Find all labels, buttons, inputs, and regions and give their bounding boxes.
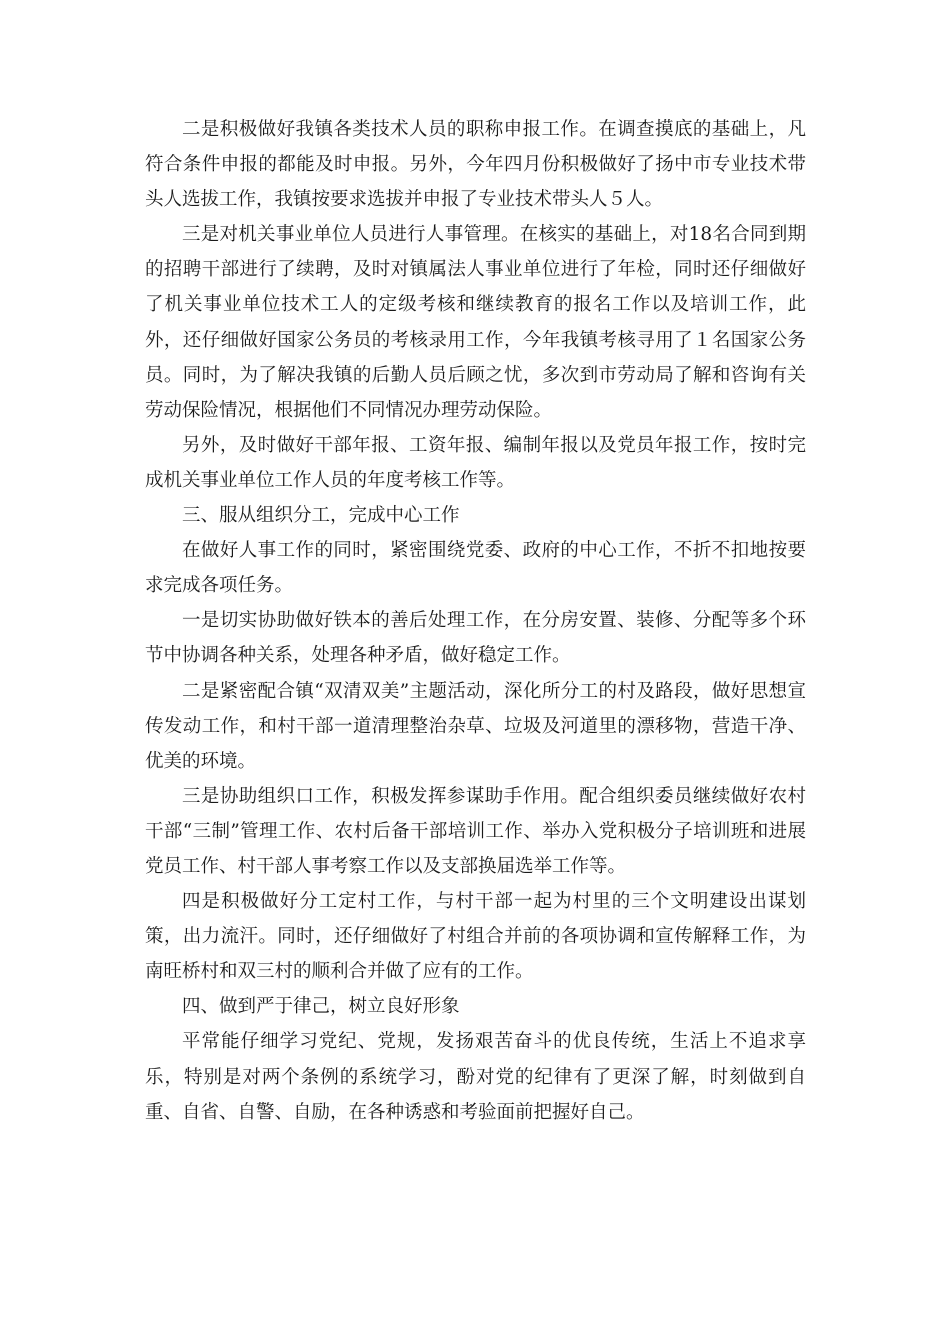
paragraph-tech-title-declaration: 二是积极做好我镇各类技术人员的职称申报工作。在调查摸底的基础上，凡符合条件申报的都能及时申报。另外，今年四月份积极做好了扬中市专业技术带头人选拔工作，我镇按要求选拔并申报了专业技术带头人５人。 (145, 119, 806, 211)
section-heading-three: 三、服从组织分工，完成中心工作 (182, 505, 460, 527)
paragraph-personnel-management: 三是对机关事业单位人员进行人事管理。在核实的基础上，对18名合同到期的招聘干部进行了续聘，及时对镇属法人事业单位进行了年检，同时还仔细做好了机关事业单位技术工人的定级考核和继续教育的报名工作以及培训工作，此外，还仔细做好国家公务员的考核录用工作，今年我镇考核寻用了１名国家公务员。同时，为了解决我镇的后勤人员后顾之忧，多次到市劳动局了解和咨询有关劳动保险情况，根据他们不同情况办理劳动保险。 (145, 224, 806, 421)
paragraph-organization-assist: 三是协助组织口工作，积极发挥参谋助手作用。配合组织委员继续做好农村干部“三制”管理工作、农村后备干部培训工作、举办入党积极分子培训班和进展党员工作、村干部人事考察工作以及支部换届选举工作等。 (145, 785, 806, 877)
section-heading-four: 四、做到严于律己，树立良好形象 (182, 996, 460, 1018)
paragraph-annual-reports: 另外，及时做好干部年报、工资年报、编制年报以及党员年报工作，按时完成机关事业单位工作人员的年度考核工作等。 (145, 434, 806, 491)
paragraph-tieben-aftermath: 一是切实协助做好铁本的善后处理工作，在分房安置、装修、分配等多个环节中协调各种关系，处理各种矛盾，做好稳定工作。 (145, 610, 806, 667)
paragraph-central-work-intro: 在做好人事工作的同时，紧密围绕党委、政府的中心工作，不折不扣地按要求完成各项任务。 (145, 540, 806, 597)
paragraph-village-assignment: 四是积极做好分工定村工作，与村干部一起为村里的三个文明建设出谋划策，出力流汗。同时，还仔细做好了村组合并前的各项协调和宣传解释工作，为南旺桥村和双三村的顺利合并做了应有的工作。 (145, 891, 806, 983)
paragraph-shuangqing-campaign: 二是紧密配合镇“双清双美”主题活动，深化所分工的村及路段，做好思想宣传发动工作，和村干部一道清理整治杂草、垃圾及河道里的漂移物，营造干净、优美的环境。 (145, 680, 806, 772)
document-body (145, 112, 806, 1130)
paragraph-self-discipline: 平常能仔细学习党纪、党规，发扬艰苦奋斗的优良传统，生活上不追求享乐，特别是对两个条例的系统学习，酚对党的纪律有了更深了解，时刻做到自重、自省、自警、自励，在各种诱惑和考验面前把握好自己。 (145, 1031, 806, 1123)
